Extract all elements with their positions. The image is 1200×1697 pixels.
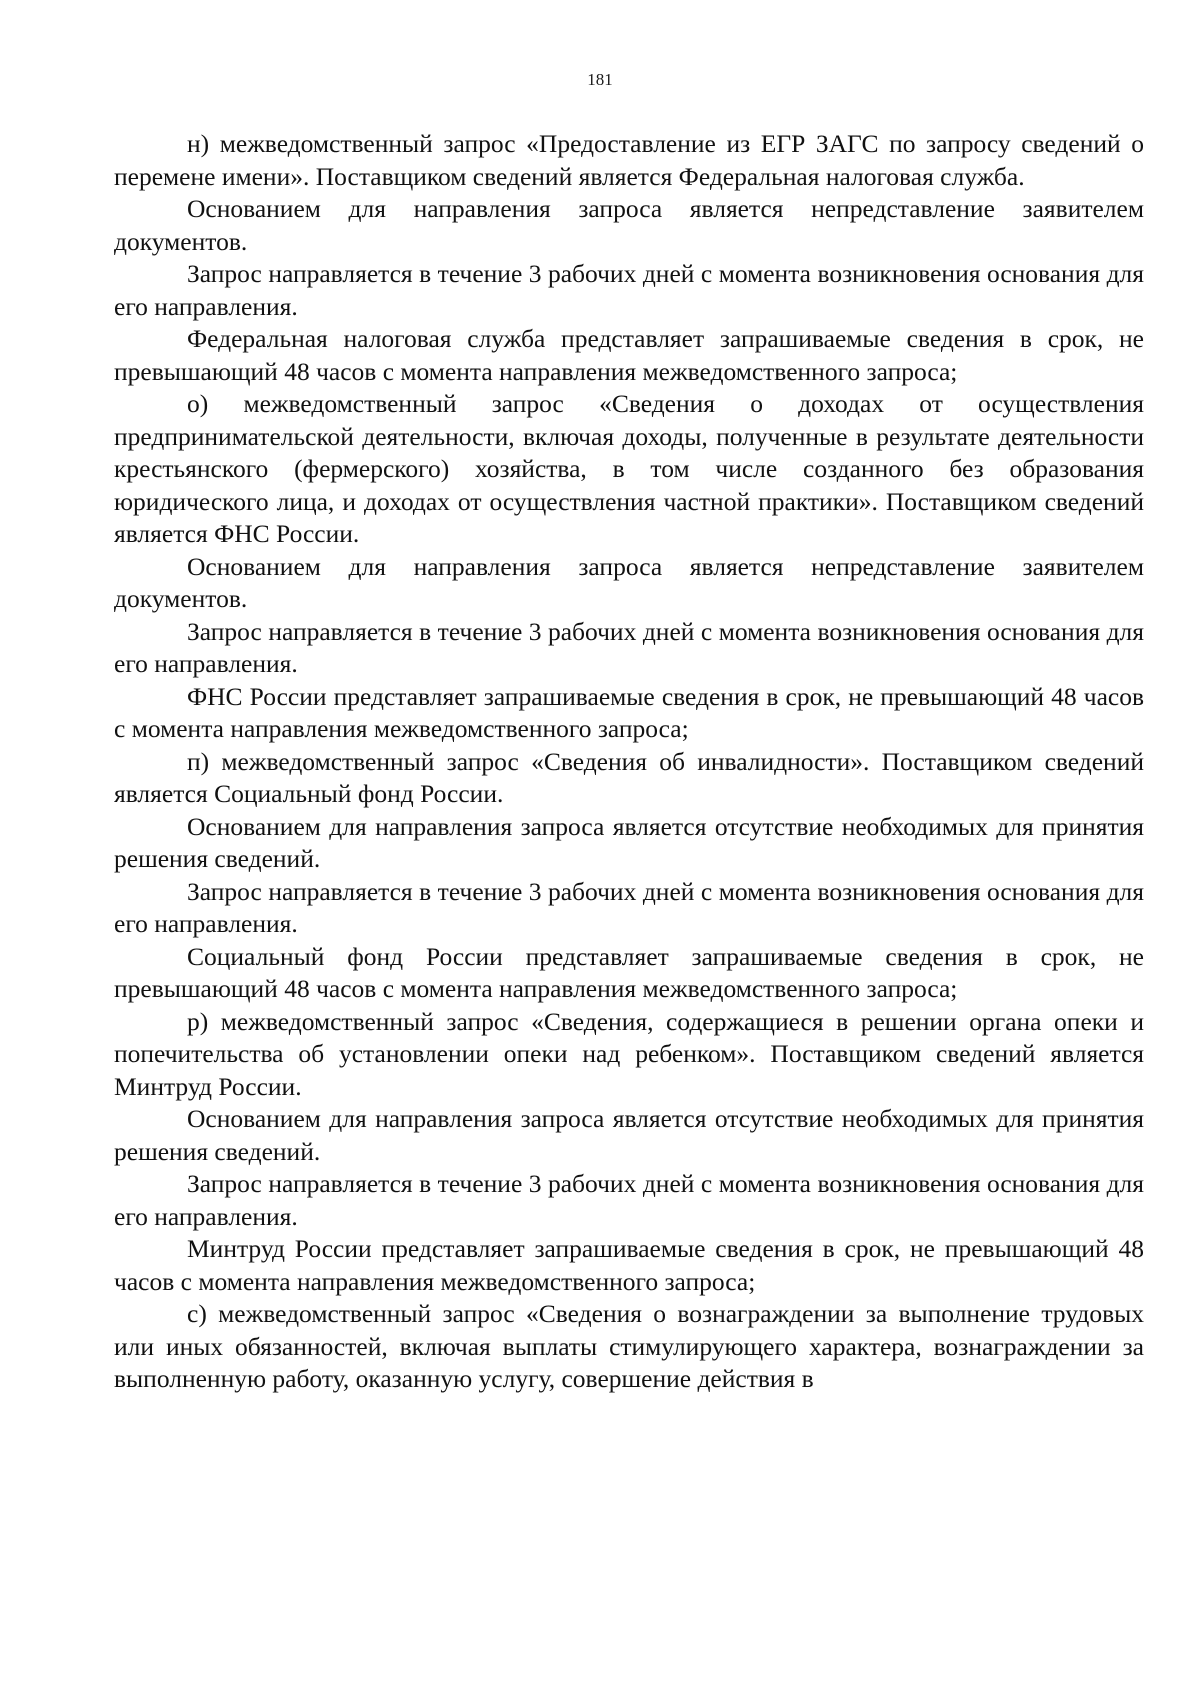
paragraph: Федеральная налоговая служба представляет запрашиваемые сведения в срок, не превышающий 48 часов с момента направления межведомственного запроса; bbox=[114, 324, 1144, 386]
paragraph: п) межведомственный запрос «Сведения об инвалидности». Поставщиком сведений является Социальный фонд России. bbox=[114, 746, 1144, 808]
document-body bbox=[114, 128, 1144, 1396]
page-number: 181 bbox=[587, 70, 613, 89]
paragraph: Запрос направляется в течение 3 рабочих дней с момента возникновения основания для его направления. bbox=[114, 259, 1144, 321]
paragraph: Основанием для направления запроса является непредставление заявителем документов. bbox=[114, 194, 1144, 256]
paragraph: Минтруд России представляет запрашиваемые сведения в срок, не превышающий 48 часов с момента направления межведомственного запроса; bbox=[114, 1234, 1144, 1296]
paragraph: н) межведомственный запрос «Предоставление из ЕГР ЗАГС по запросу сведений о перемене имени». Поставщиком сведений является Федеральная налоговая служба. bbox=[114, 129, 1144, 191]
paragraph: о) межведомственный запрос «Сведения о доходах от осуществления предпринимательской деятельности, включая доходы, полученные в результате деятельности крестьянского (фермерского) хозяйства, в том числе созданного без образования юридического лица, и доходах от осуществления частной практики». Поставщиком сведений является ФНС России. bbox=[114, 389, 1144, 548]
paragraph: ФНС России представляет запрашиваемые сведения в срок, не превышающий 48 часов с момента направления межведомственного запроса; bbox=[114, 681, 1144, 743]
paragraph: Запрос направляется в течение 3 рабочих дней с момента возникновения основания для его направления. bbox=[114, 1169, 1144, 1231]
paragraph: с) межведомственный запрос «Сведения о вознаграждении за выполнение трудовых или иных обязанностей, включая выплаты стимулирующего характера, вознаграждении за выполненную работу, оказанную услугу, совершение действия в bbox=[114, 1299, 1144, 1393]
paragraph: Основанием для направления запроса является непредставление заявителем документов. bbox=[114, 551, 1144, 613]
paragraph: Основанием для направления запроса является отсутствие необходимых для принятия решения сведений. bbox=[114, 811, 1144, 873]
paragraph: Социальный фонд России представляет запрашиваемые сведения в срок, не превышающий 48 часов с момента направления межведомственного запроса; bbox=[114, 941, 1144, 1003]
paragraph: Основанием для направления запроса является отсутствие необходимых для принятия решения сведений. bbox=[114, 1104, 1144, 1166]
paragraph: Запрос направляется в течение 3 рабочих дней с момента возникновения основания для его направления. bbox=[114, 876, 1144, 938]
paragraph: р) межведомственный запрос «Сведения, содержащиеся в решении органа опеки и попечительства об установлении опеки над ребенком». Поставщиком сведений является Минтруд России. bbox=[114, 1006, 1144, 1101]
paragraph: Запрос направляется в течение 3 рабочих дней с момента возникновения основания для его направления. bbox=[114, 616, 1144, 678]
